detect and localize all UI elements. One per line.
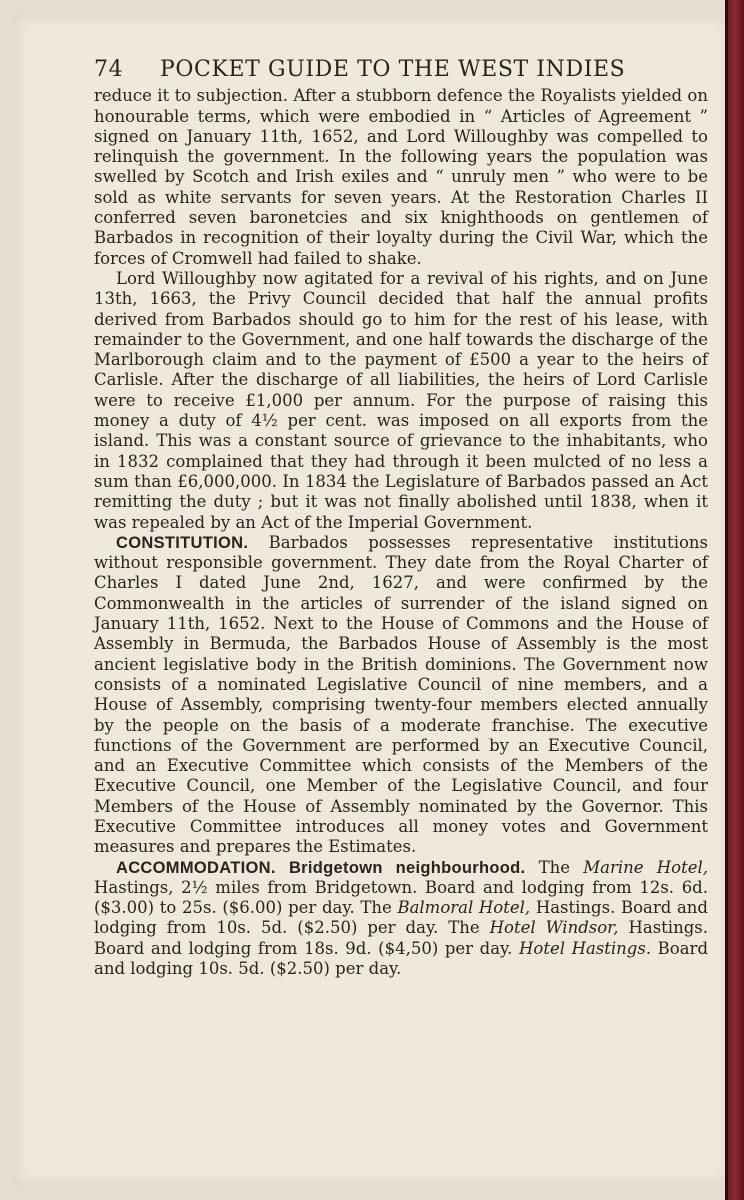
accommodation-text-4: Hastings. Board and lodging from 18s. 9d. ($4,50) per day. — [94, 918, 708, 958]
hotel-name-marine: Marine Hotel, — [583, 857, 709, 877]
paragraph-accommodation — [94, 858, 708, 980]
book-page — [14, 14, 730, 1186]
section-heading-constitution: CONSTITUTION. — [116, 533, 249, 552]
accommodation-text-1: The — [538, 857, 570, 877]
accommodation-text-2: Hastings, 2½ miles from Bridgetown. Board and lodging from 12s. 6d. ($3.00) to 25s. ($6.00) per day. The — [94, 877, 708, 918]
running-head — [94, 57, 708, 82]
running-title: POCKET GUIDE TO THE WEST INDIES — [160, 57, 626, 82]
constitution-text: Barbados possesses representative institutions without responsible government. They date from the Royal Charter of Charles I dated June 2nd, 1627, and were confirmed by the Commonwealth in the articles of surrender of the island signed on January 11th, 1652. Next to the House of Commons and the House of Assembly in Bermuda, the Barbados House of Assembly is the most ancient legislative body in the British dominions. The Government now consists of a nominated Legislative Council of nine members, and a House of Assembly, comprising twenty-four members elected annually by the people on the basis of a moderate franchise. The executive functions of the Government are performed by an Executive Council, and an Executive Committee which consists of the Members of the Executive Council, one Member of the Legislative Council, and four Members of the House of Assembly nominated by the Governor. This Executive Committee introduces all money votes and Government measures and prepares the Estimates. — [94, 532, 708, 857]
accommodation-text-3: Hastings. Board and lodging from 10s. 5d. ($2.50) per day. The — [94, 898, 708, 938]
paragraph-willoughby: Lord Willoughby now agitated for a revival of his rights, and on June 13th, 1663, the Privy Council decided that half the annual profits derived from Barbados should go to him for the rest of his lease, with remainder to the Government, and one half towards the discharge of the Marlborough claim and to the payment of £500 a year to the heirs of Carlisle. After the discharge of all liabilities, the heirs of Lord Carlisle were to receive £1,000 per annum. For the purpose of raising this money a duty of 4½ per cent. was imposed on all exports from the island. This was a constant source of grievance to the inhabitants, who in 1832 complained that they had through it been mulcted of no less a sum than £6,000,000. In 1834 the Legislature of Barbados passed an Act remitting the duty ; but it was not finally abolished until 1838, when it was repealed by an Act of the Imperial Government. — [94, 268, 708, 532]
subheading-bridgetown: Bridgetown neighbourhood. — [288, 858, 526, 877]
page-content — [94, 57, 709, 979]
section-heading-accommodation: ACCOMMODATION. — [116, 858, 276, 877]
hotel-name-windsor: Hotel Windsor, — [489, 918, 619, 938]
paragraph-restoration: reduce it to subjection. After a stubborn defence the Royalists yielded on honourable terms, which were embodied in “ Articles of Agreement ” signed on January 11th, 1652, and Lord Willoughby was compelled to relinquish the government. In the following years the population was swelled by Scotch and Irish exiles and “ unruly men ” who were to be sold as white servants for seven years. At the Restoration Charles II conferred seven baronetcies and six knighthoods on gentlemen of Barbados in recognition of their loyalty during the Civil War, which the forces of Cromwell had failed to shake. — [94, 86, 708, 268]
hotel-name-hastings: Hotel Hastings. — [519, 938, 652, 958]
book-spine-edge — [725, 0, 744, 1200]
accommodation-text-5: Board and lodging 10s. 5d. ($2.50) per day. — [94, 938, 709, 979]
page-number: 74 — [94, 57, 124, 82]
paragraph-constitution — [94, 533, 708, 858]
hotel-name-balmoral: Balmoral Hotel, — [397, 898, 531, 918]
